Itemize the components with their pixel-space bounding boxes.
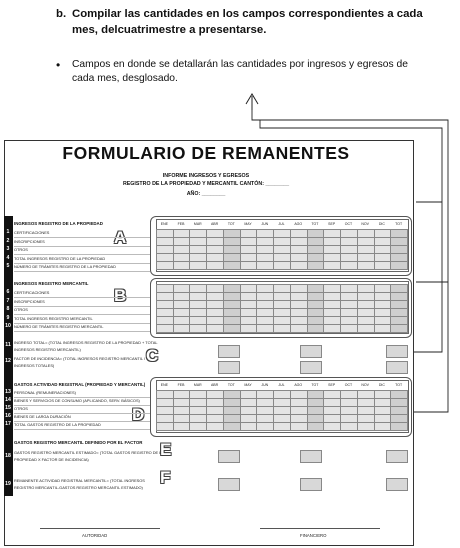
month-label: FEB <box>177 383 185 387</box>
form-cell <box>256 422 274 431</box>
form-cell <box>206 324 224 333</box>
row-num-4: 4 <box>6 254 10 261</box>
row-line-10 <box>14 331 150 332</box>
month-label: MAY <box>244 383 252 387</box>
row-label-16: BIENES DE LARGA DURACIÓN <box>14 414 71 419</box>
row-label-10: NÚMERO DE TRÁMITES REGISTRO MERCANTIL <box>14 324 104 329</box>
month-label: ENE <box>160 383 168 387</box>
form-cell <box>206 422 224 431</box>
month-label: TOT <box>395 222 403 226</box>
form-cell <box>256 261 274 270</box>
row-label-5: NÚMERO DE TRÁMITES REGISTRO DE LA PROPIEDAD <box>14 264 116 269</box>
row-num-8: 8 <box>6 306 10 312</box>
month-label: OCT <box>344 383 353 387</box>
row-num-18: 18 <box>5 453 11 459</box>
form-cell <box>290 324 308 333</box>
section-d-title: GASTOS ACTIVIDAD REGISTRAL (PROPIEDAD Y MERCANTIL) <box>14 382 146 387</box>
form-cell <box>340 261 358 270</box>
row-num-6: 6 <box>6 289 10 295</box>
month-label: TOT <box>227 383 235 387</box>
total-cell <box>300 345 322 358</box>
row-label-3: OTROS <box>14 247 28 252</box>
section-e-label-1: GASTOS REGISTRO MERCANTIL ESTIMADO= (TOTAL GASTOS REGISTRO DE LA <box>14 450 164 455</box>
month-label: AGO <box>294 222 303 226</box>
row-num-2: 2 <box>6 237 10 244</box>
form-cell <box>374 324 392 333</box>
row-c-label-1-11: INGRESO TOTAL= (TOTAL INGRESOS REGISTRO DE LA PROPIEDAD + TOTAL <box>14 340 158 345</box>
section-f-letter: F <box>160 468 171 487</box>
form-cell <box>156 422 174 431</box>
row-num-9: 9 <box>6 314 10 321</box>
month-label: SEP <box>328 222 336 226</box>
row-num-16: 16 <box>5 413 11 419</box>
total-cell <box>300 361 322 374</box>
form-cell <box>323 422 341 431</box>
row-label-7: INSCRIPCIONES <box>14 298 45 304</box>
form-cell <box>390 324 408 333</box>
section-f-label-1: REMANENTE ACTIVIDAD REGISTRAL MERCANTIL= (TOTAL INGRESOS <box>14 478 145 483</box>
row-num-11: 11 <box>5 342 11 348</box>
form-title: FORMULARIO DE REMANENTES <box>62 143 350 163</box>
section-d-letter: D <box>132 405 145 424</box>
month-label: TOT <box>395 383 403 387</box>
row-label-13: PERSONAL (REMUNERACIONES) <box>14 390 76 395</box>
month-label: ENE <box>160 222 168 226</box>
row-line-5 <box>14 271 150 272</box>
form-cell <box>340 422 358 431</box>
row-label-6: CERTIFICACIONES <box>14 290 50 295</box>
instruction-b <box>56 6 446 38</box>
form-cell <box>240 324 258 333</box>
form-cell <box>156 261 174 270</box>
section-b-letter: B <box>114 286 127 305</box>
bullet-text-1: Campos en donde se detallarán las cantidades por ingresos y egresos de <box>72 59 409 70</box>
form-cell <box>357 422 375 431</box>
total-cell <box>386 450 408 463</box>
form-cell <box>156 324 174 333</box>
form-cell <box>390 261 408 270</box>
month-label: ABR <box>210 222 219 226</box>
form-cell <box>290 261 308 270</box>
instruction-b-text-2: mes, delcuatrimestre a presentarse. <box>72 24 267 36</box>
row-num-1: 1 <box>6 229 10 235</box>
month-label: TOT <box>227 222 235 226</box>
section-b-title: INGRESOS REGISTRO MERCANTIL <box>14 281 89 286</box>
month-label: TOT <box>311 383 319 387</box>
month-label: MAR <box>193 222 202 226</box>
total-cell <box>218 478 240 491</box>
row-label-2: INSCRIPCIONES <box>14 238 45 244</box>
section-f-label-2: REGISTRO MERCANTIL-GASTOS REGISTRO MERCANTIL ESTIMADO) <box>14 485 143 490</box>
footer-financial: FINANCIERO <box>300 533 327 538</box>
month-label: NOV <box>361 383 369 387</box>
form-cell <box>273 324 291 333</box>
form-cell <box>189 422 207 431</box>
form-cell <box>173 261 191 270</box>
form-cell <box>357 261 375 270</box>
month-label: JUL <box>278 222 285 226</box>
row-c-label-2-12: INGRESOS TOTALES) <box>14 363 55 368</box>
month-label: JUL <box>278 383 285 387</box>
form-cell <box>374 422 392 431</box>
month-label: MAR <box>193 383 202 387</box>
bullet-dot-icon: • <box>56 58 61 72</box>
section-c-letter: C <box>146 346 159 365</box>
month-label: ABR <box>210 383 219 387</box>
row-label-9: TOTAL INGRESOS REGISTRO MERCANTIL <box>14 315 93 321</box>
form-cell <box>273 261 291 270</box>
form-cell <box>390 422 408 431</box>
total-cell <box>386 361 408 374</box>
signature-line-right <box>260 528 380 529</box>
section-e-title: GASTOS REGISTRO MERCANTIL DEFINIDO POR EL FACTOR <box>14 440 143 445</box>
month-label: AGO <box>294 383 303 387</box>
total-cell <box>386 345 408 358</box>
month-label: DIC <box>378 222 385 226</box>
section-a-title: INGRESOS REGISTRO DE LA PROPIEDAD <box>14 221 103 226</box>
section-e-label-2: PROPIEDAD X FACTOR DE INCIDENCIA) <box>14 457 89 462</box>
row-num-14: 14 <box>5 397 11 403</box>
row-label-17: TOTAL GASTOS REGISTRO DE LA PROPIEDAD <box>14 422 101 427</box>
month-label: JUN <box>261 222 269 226</box>
form-cell <box>173 422 191 431</box>
row-line-14 <box>14 405 150 406</box>
row-label-8: OTROS <box>14 307 28 312</box>
total-cell <box>300 478 322 491</box>
form-cell <box>240 261 258 270</box>
month-label: DIC <box>378 383 385 387</box>
row-line-2 <box>14 246 150 247</box>
row-num-5: 5 <box>6 263 10 269</box>
row-label-4: TOTAL INGRESOS REGISTRO DE LA PROPIEDAD <box>14 255 106 261</box>
form-header-2: REGISTRO DE LA PROPIEDAD Y MERCANTIL CANTÓN: ________ <box>122 181 290 187</box>
total-cell <box>300 450 322 463</box>
form-cell <box>223 261 241 270</box>
form-cell <box>173 324 191 333</box>
total-cell <box>218 450 240 463</box>
form-cell <box>223 324 241 333</box>
row-num-17: 17 <box>5 421 11 427</box>
form-cell <box>256 324 274 333</box>
row-label-15: OTROS <box>14 406 28 411</box>
row-num-13: 13 <box>5 389 11 395</box>
month-label: FEB <box>177 222 185 226</box>
signature-line-left <box>40 528 160 529</box>
form-cell <box>323 324 341 333</box>
section-e-letter: E <box>160 440 172 459</box>
row-num-3: 3 <box>6 246 10 252</box>
bullet-text-2: cada mes, desglosado. <box>72 73 178 84</box>
month-label: OCT <box>344 222 353 226</box>
row-c-label-1-12: FACTOR DE INCIDENCIA= (TOTAL INGRESOS REGISTRO MERCANTIL / <box>14 356 146 361</box>
form-cell <box>189 324 207 333</box>
instruction-b-text-1: Compilar las cantidades en los campos correspondientes a cada <box>72 8 423 20</box>
form-cell <box>307 422 325 431</box>
total-cell <box>218 361 240 374</box>
row-label-1: CERTIFICACIONES <box>14 230 50 235</box>
form-cell <box>307 324 325 333</box>
form-cell <box>189 261 207 270</box>
row-label-14: BIENES Y SERVICIOS DE CONSUMO (APLICANDO, SERV. BÁSICOS) <box>14 398 140 403</box>
form-cell <box>357 324 375 333</box>
month-label: MAY <box>244 222 252 226</box>
form-cell <box>240 422 258 431</box>
form-cell <box>340 324 358 333</box>
total-cell <box>218 345 240 358</box>
total-cell <box>386 478 408 491</box>
month-label: SEP <box>328 383 336 387</box>
footer-authority: AUTORIDAD <box>82 533 108 538</box>
row-line-17 <box>14 429 150 430</box>
form-header-3: AÑO: ________ <box>186 191 226 197</box>
instruction-b-label: b. <box>56 8 67 20</box>
month-label: NOV <box>361 222 369 226</box>
form-cell <box>374 261 392 270</box>
row-num-10: 10 <box>5 323 11 329</box>
row-num-15: 15 <box>5 405 11 411</box>
section-a-letter: A <box>114 228 127 247</box>
row-line-7 <box>14 306 150 307</box>
row-num-12: 12 <box>5 358 11 364</box>
form-cell <box>290 422 308 431</box>
form-cell <box>273 422 291 431</box>
row-c-label-2-11: INGRESOS REGISTRO MERCANTIL) <box>14 347 81 352</box>
row-num-19: 19 <box>5 481 11 487</box>
form-cell <box>307 261 325 270</box>
row-num-7: 7 <box>6 297 10 304</box>
month-label: JUN <box>261 383 269 387</box>
month-label: TOT <box>311 222 319 226</box>
form-cell <box>223 422 241 431</box>
form-cell <box>206 261 224 270</box>
form-cell <box>323 261 341 270</box>
form-header-1: INFORME INGRESOS Y EGRESOS <box>162 173 250 179</box>
